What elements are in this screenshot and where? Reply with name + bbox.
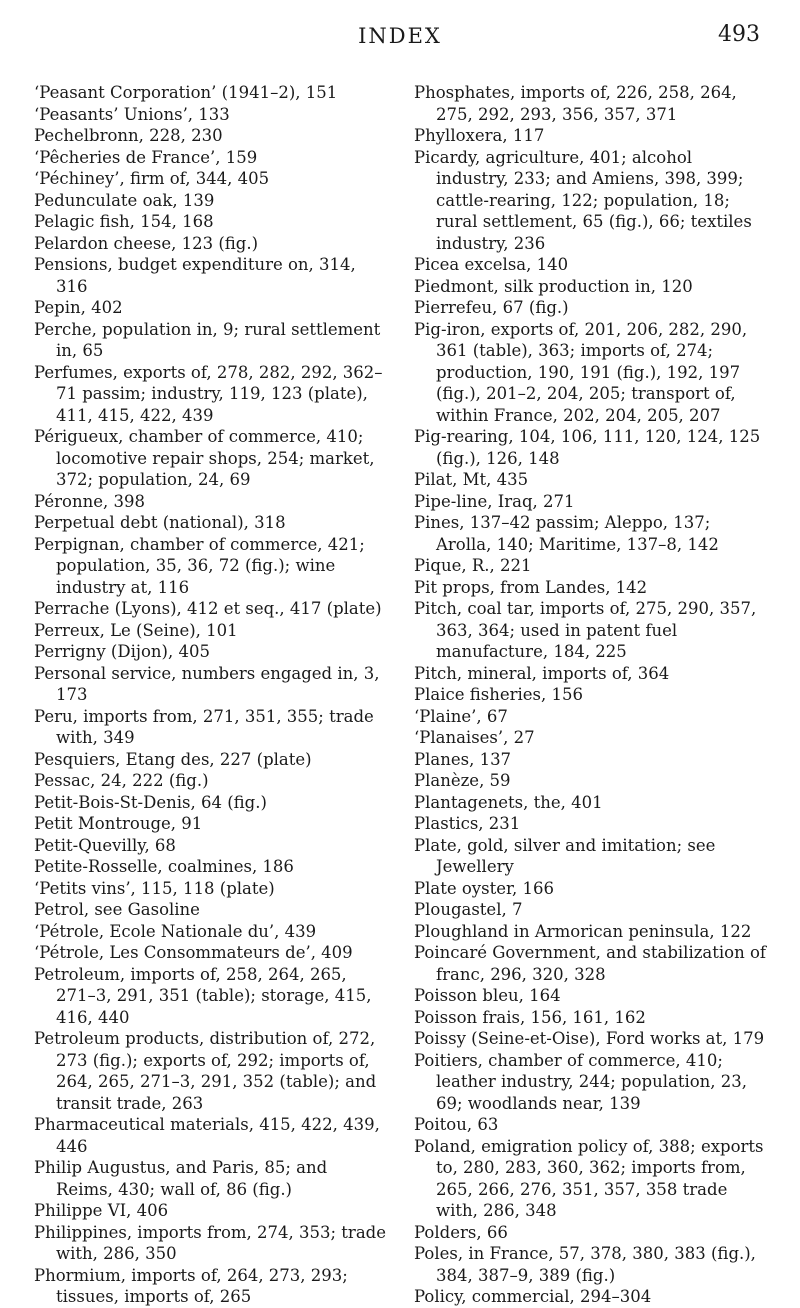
page-number: 493 [718,22,760,47]
index-entry: ‘Planaises’, 27 [414,728,535,747]
index-entry: Policy, commercial, 294–304 [414,1287,652,1306]
index-entry: ‘Petits vins’, 115, 118 (plate) [34,878,275,898]
index-entry: Petroleum products, distribution of, 272, 273 (fig.); exports of, 292; imports of, 264, 265, 271–3, 291, 352 (table); and transit trade, 263 [34,1029,377,1113]
index-entry: Polders, 66 [414,1222,508,1242]
index-entry: Pelardon cheese, 123 (fig.) [34,233,259,253]
index-entry: Poissy (Seine-et-Oise), Ford works at, 179 [414,1029,765,1048]
index-entry: Pig-rearing, 104, 106, 111, 120, 124, 125 (fig.), 126, 148 [414,427,761,468]
index-entry: Planèze, 59 [414,771,511,790]
index-entry: Petite-Rosselle, coalmines, 186 [34,857,294,876]
index-entry: Perreux, Le (Seine), 101 [34,620,238,640]
index-entry: Planes, 137 [414,749,512,769]
index-entry: Pharmaceutical materials, 415, 422, 439, 446 [34,1115,380,1156]
index-entry: Pechelbronn, 228, 230 [34,126,223,145]
index-entry: ‘Pétrole, Ecole Nationale du’, 439 [34,921,317,941]
index-entry: Ploughland in Armorican peninsula, 122 [414,921,752,941]
index-entry: Pig-iron, exports of, 201, 206, 282, 290, 361 (table), 363; imports of, 274; production, 190, 191 (fig.), 192, 197 (fig.), 201–2, 204, 205; transport of, within France, 202, 204, 205, 207 [414,319,748,425]
index-entry: ‘Pétrole, Les Consommateurs de’, 409 [34,943,353,962]
index-entry: ‘Peasant Corporation’ (1941–2), 151 [34,83,338,102]
index-entry: Perpignan, chamber of commerce, 421; population, 35, 36, 72 (fig.); wine industry at, 116 [34,534,365,597]
index-entry: Perche, population in, 9; rural settlement in, 65 [34,319,381,360]
index-column-right [414,82,768,1308]
index-entry: Philippines, imports from, 274, 353; trade with, 286, 350 [34,1222,386,1263]
index-entry: Petroleum, imports of, 258, 264, 265, 271–3, 291, 351 (table); storage, 415, 416, 440 [34,964,372,1027]
index-entry: Poisson bleu, 164 [414,986,561,1005]
index-entry: Petit Montrouge, 91 [34,814,203,833]
index-entry: Philip Augustus, and Paris, 85; and Reims, 430; wall of, 86 (fig.) [34,1158,328,1199]
index-entry: Pit props, from Landes, 142 [414,577,648,597]
index-entry: Pique, R., 221 [414,556,532,575]
index-entry: Pedunculate oak, 139 [34,190,215,210]
index-entry: Plougastel, 7 [414,900,523,919]
index-entry: Perpetual debt (national), 318 [34,513,286,532]
index-entry: ‘Plaine’, 67 [414,706,508,726]
index-entry: Poisson frais, 156, 161, 162 [414,1007,646,1027]
index-entry: Poitiers, chamber of commerce, 410; leather industry, 244; population, 23, 69; woodlands near, 139 [414,1050,748,1113]
index-entry: Pessac, 24, 222 (fig.) [34,771,209,790]
index-column-left [34,82,388,1308]
index-entry: Pines, 137–42 passim; Aleppo, 137; Arolla, 140; Maritime, 137–8, 142 [414,513,719,554]
index-entry: Pipe-line, Iraq, 271 [414,491,575,511]
index-entry: Perrache (Lyons), 412 et seq., 417 (plate) [34,599,382,618]
index-entry: Périgueux, chamber of commerce, 410; locomotive repair shops, 254; market, 372; population, 24, 69 [34,427,375,489]
index-entry: ‘Pêcheries de France’, 159 [34,147,258,167]
index-entry: Poincaré Government, and stabilization of franc, 296, 320, 328 [414,943,767,984]
index-entry: Personal service, numbers engaged in, 3, 173 [34,663,380,704]
index-entry: ‘Peasants’ Unions’, 133 [34,104,230,124]
index-entry: Poland, emigration policy of, 388; exports to, 280, 283, 360, 362; imports from, 265, 266, 276, 351, 357, 358 trade with, 286, 348 [414,1136,764,1220]
index-entry: Petit-Bois-St-Denis, 64 (fig.) [34,792,267,812]
index-entry: Pesquiers, Etang des, 227 (plate) [34,749,312,769]
index-entry: Petrol, see Gasoline [34,900,200,919]
index-entry: Perfumes, exports of, 278, 282, 292, 362–71 passim; industry, 119, 123 (plate), 411, 415, 422, 439 [34,362,383,425]
index-entry: Pierrefeu, 67 (fig.) [414,298,569,317]
index-entry: Picardy, agriculture, 401; alcohol industry, 233; and Amiens, 398, 399; cattle-rearing, 122; population, 18; rural settlement, 65 (fig.), 66; textiles industry, 236 [414,147,752,253]
index-entry: Pitch, mineral, imports of, 364 [414,663,670,683]
index-entry: Pitch, coal tar, imports of, 275, 290, 357, 363, 364; used in patent fuel manufacture, 184, 225 [414,599,757,661]
index-entry: ‘Péchiney’, firm of, 344, 405 [34,169,270,188]
page-title: INDEX [358,24,442,48]
index-entry: Peru, imports from, 271, 351, 355; trade with, 349 [34,706,374,747]
index-entry: Plate, gold, silver and imitation; see Jewellery [414,835,716,876]
index-entry: Péronne, 398 [34,491,145,511]
index-entry: Plastics, 231 [414,814,521,833]
page-header [0,18,800,58]
index-entry: Plantagenets, the, 401 [414,792,603,812]
index-entry: Petit-Quevilly, 68 [34,835,176,855]
index-entry: Poitou, 63 [414,1115,499,1134]
index-entry: Pelagic fish, 154, 168 [34,212,214,231]
index-entry: Philippe VI, 406 [34,1201,169,1220]
index-entry: Pensions, budget expenditure on, 314, 316 [34,255,356,296]
index-entry: Picea excelsa, 140 [414,255,569,274]
index-entry: Phormium, imports of, 264, 273, 293; tissues, imports of, 265 [34,1265,348,1306]
index-entry: Pilat, Mt, 435 [414,470,529,489]
index-entry: Pepin, 402 [34,298,123,317]
index-entry: Plaice fisheries, 156 [414,685,583,704]
index-entry: Phosphates, imports of, 226, 258, 264, 275, 292, 293, 356, 357, 371 [414,83,737,124]
index-entry: Poles, in France, 57, 378, 380, 383 (fig.), 384, 387–9, 389 (fig.) [414,1244,756,1285]
index-entry: Perrigny (Dijon), 405 [34,642,210,661]
index-entry: Phylloxera, 117 [414,126,545,145]
index-entry: Piedmont, silk production in, 120 [414,276,693,296]
index-entry: Plate oyster, 166 [414,878,555,898]
